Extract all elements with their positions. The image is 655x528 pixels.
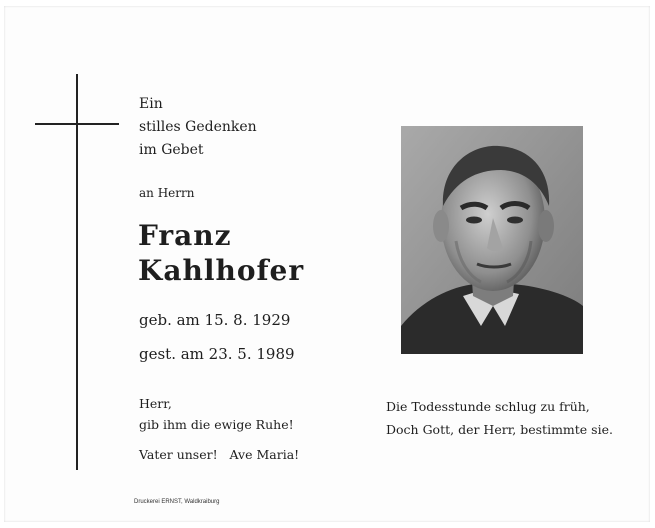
cross-horizontal-bar bbox=[35, 123, 119, 125]
portrait-photo bbox=[401, 126, 583, 354]
intro-line-3: im Gebet bbox=[139, 142, 204, 158]
birth-date: geb. am 15. 8. 1929 bbox=[139, 311, 291, 329]
intro-line-2: stilles Gedenken bbox=[139, 119, 257, 135]
prayer-line-2: gib ihm die ewige Ruhe! bbox=[139, 417, 294, 432]
verse-line-2: Doch Gott, der Herr, bestimmte sie. bbox=[386, 422, 613, 437]
salutation: an Herrn bbox=[139, 186, 195, 200]
cross-vertical-bar bbox=[76, 74, 78, 470]
prayer-line-3: Vater unser! Ave Maria! bbox=[139, 447, 300, 462]
memorial-card bbox=[4, 6, 650, 522]
death-date: gest. am 23. 5. 1989 bbox=[139, 345, 295, 363]
printer-imprint: Druckerei ERNST, Waldkraiburg bbox=[134, 499, 220, 505]
prayer-line-1: Herr, bbox=[139, 396, 172, 411]
last-name: Kahlhofer bbox=[138, 254, 305, 287]
first-name: Franz bbox=[138, 219, 232, 252]
intro-line-1: Ein bbox=[139, 96, 163, 112]
verse-line-1: Die Todesstunde schlug zu früh, bbox=[386, 399, 590, 414]
